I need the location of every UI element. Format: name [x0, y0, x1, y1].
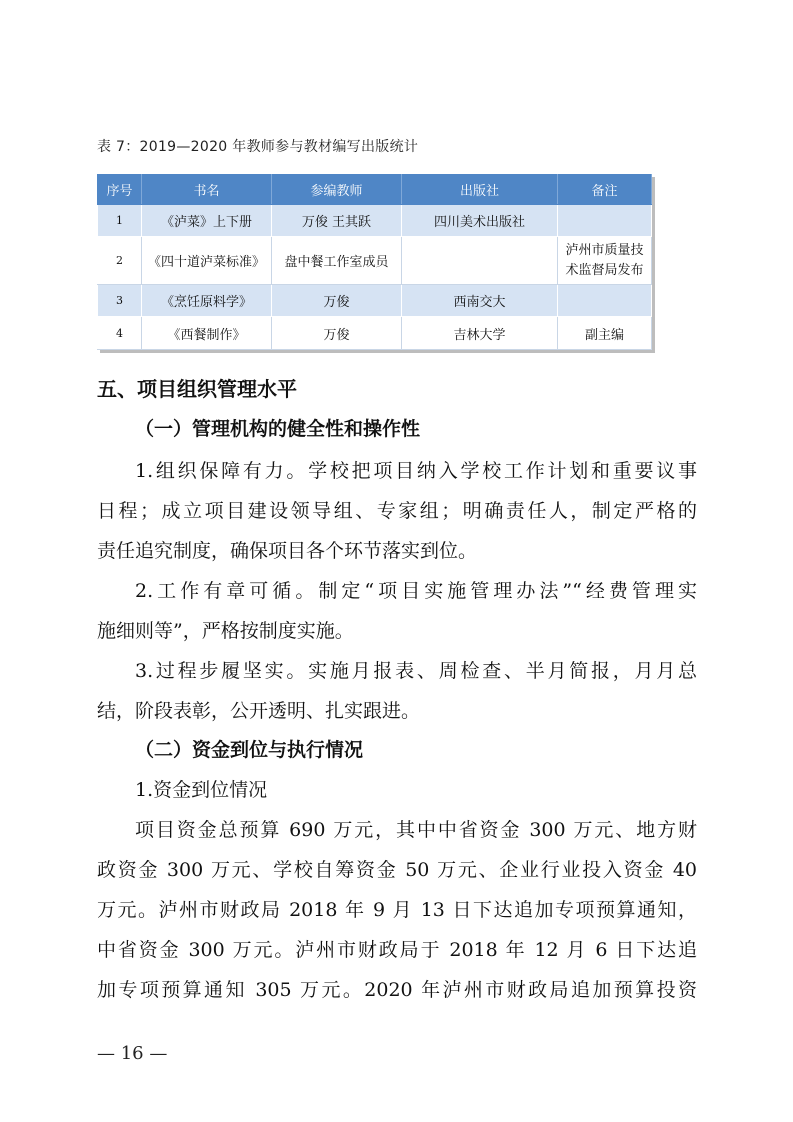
table-cell: 《四十道泸菜标准》	[142, 237, 272, 285]
table-cell: 《西餐制作》	[142, 317, 272, 350]
paragraph-line: 1.资金到位情况	[135, 779, 268, 801]
table-cell: 万俊	[272, 285, 402, 317]
subsection-heading: （一）管理机构的健全性和操作性	[135, 418, 421, 440]
table-row	[98, 317, 652, 350]
paragraph-line: 施细则等”，严格按制度实施。	[97, 620, 354, 642]
table-cell: 1	[98, 205, 142, 237]
subsection-heading: （二）资金到位与执行情况	[135, 739, 364, 761]
paragraph-line: 万元。泸州市财政局 2018 年 9 月 13 日下达追加专项预算通知，	[97, 899, 697, 921]
table-cell: 泸州市质量技术监督局发布	[558, 237, 652, 285]
table-cell: 2	[98, 237, 142, 285]
page-number: — 16 —	[97, 1043, 168, 1064]
paragraph-line: 日程；成立项目建设领导组、专家组；明确责任人，制定严格的	[97, 500, 697, 522]
paragraph-line: 1.组织保障有力。学校把项目纳入学校工作计划和重要议事	[135, 460, 697, 482]
table-cell: 万俊	[272, 317, 402, 350]
paragraph-line: 项目资金总预算 690 万元，其中中省资金 300 万元、地方财	[135, 819, 697, 841]
column-header: 书名	[142, 175, 272, 205]
column-header: 出版社	[402, 175, 558, 205]
section-heading: 五、项目组织管理水平	[97, 377, 297, 401]
table-cell: 四川美术出版社	[402, 205, 558, 237]
table-cell: 4	[98, 317, 142, 350]
table-cell	[558, 285, 652, 317]
table-cell: 西南交大	[402, 285, 558, 317]
table-cell: 《泸菜》上下册	[142, 205, 272, 237]
paragraph-line: 责任追究制度，确保项目各个环节落实到位。	[97, 540, 478, 562]
table-cell: 盘中餐工作室成员	[272, 237, 402, 285]
column-header: 序号	[98, 175, 142, 205]
textbook-stats-table	[97, 174, 652, 350]
table-row	[98, 205, 652, 237]
paragraph-line: 2.工作有章可循。制定“项目实施管理办法”“经费管理实	[135, 580, 697, 602]
table-cell: 3	[98, 285, 142, 317]
table-cell: 《烹饪原料学》	[142, 285, 272, 317]
table-header-row	[98, 175, 652, 205]
paragraph-line: 加专项预算通知 305 万元。2020 年泸州市财政局追加预算投资	[97, 979, 697, 1001]
table-cell: 吉林大学	[402, 317, 558, 350]
table-cell	[558, 205, 652, 237]
column-header: 备注	[558, 175, 652, 205]
paragraph-line: 中省资金 300 万元。泸州市财政局于 2018 年 12 月 6 日下达追	[97, 939, 697, 961]
paragraph-line: 结，阶段表彰，公开透明、扎实跟进。	[97, 700, 421, 722]
table-cell: 副主编	[558, 317, 652, 350]
paragraph-line: 3.过程步履坚实。实施月报表、周检查、半月简报，月月总	[135, 660, 697, 682]
table-caption: 表 7：2019—2020 年教师参与教材编写出版统计	[97, 139, 419, 155]
table-cell	[402, 237, 558, 285]
paragraph-line: 政资金 300 万元、学校自筹资金 50 万元、企业行业投入资金 40	[97, 859, 697, 881]
table-cell: 万俊 王其跃	[272, 205, 402, 237]
table-row	[98, 285, 652, 317]
column-header: 参编教师	[272, 175, 402, 205]
table-row	[98, 237, 652, 285]
